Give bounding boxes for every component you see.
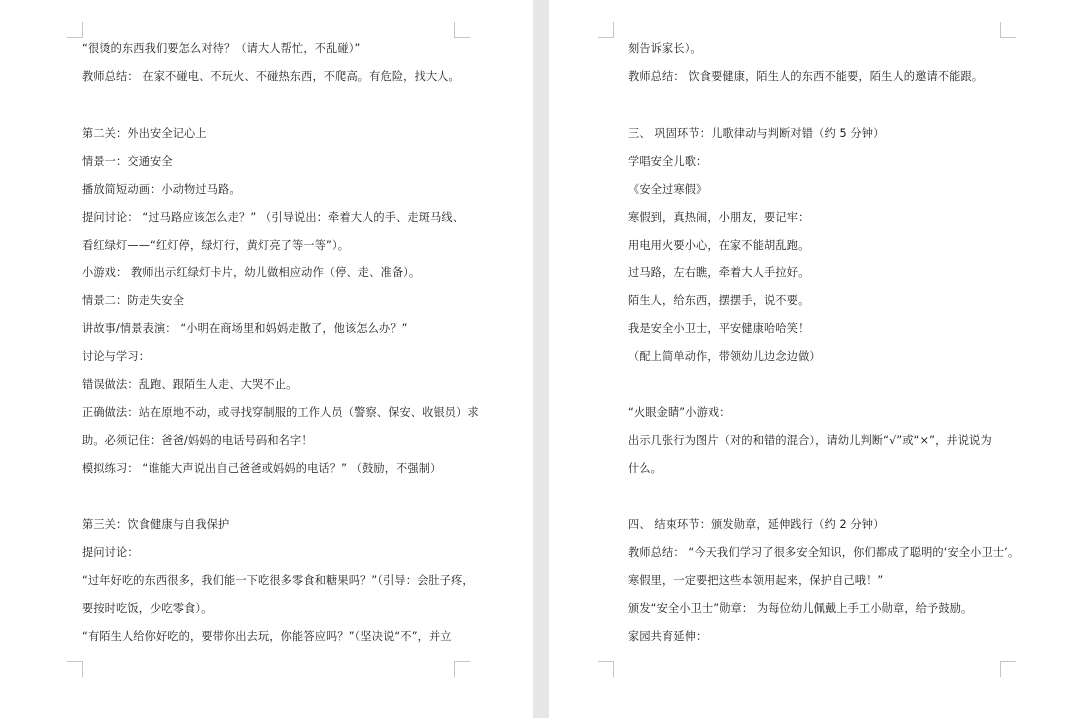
text-line: 正确做法：站在原地不动，或寻找穿制服的工作人员（警察、保安、收银员）求 bbox=[82, 406, 479, 419]
text-line: 学唱安全儿歌： bbox=[628, 155, 708, 168]
text-line: 播放简短动画：小动物过马路。 bbox=[82, 183, 241, 196]
corner-mark bbox=[454, 22, 470, 38]
text-line: 讨论与学习： bbox=[82, 350, 151, 363]
corner-mark bbox=[67, 661, 83, 677]
song-line: 过马路，左右瞧，牵着大人手拉好。 bbox=[628, 266, 810, 279]
text-line: 教师总结： 饮食要健康，陌生人的东西不能要，陌生人的邀请不能跟。 bbox=[628, 70, 984, 83]
text-line: 什么。 bbox=[628, 462, 663, 475]
corner-mark bbox=[1000, 661, 1016, 677]
text-line: 讲故事/情景表演： “小明在商场里和妈妈走散了，他该怎么办？” bbox=[82, 322, 408, 335]
document-page-left bbox=[0, 0, 533, 718]
corner-mark bbox=[1000, 22, 1016, 38]
text-line: 寒假里，一定要把这些本领用起来，保护自己哦！” bbox=[628, 574, 884, 587]
text-line: 提问讨论： bbox=[82, 546, 139, 559]
text-line: 助。必须记住：爸爸/妈妈的电话号码和名字！ bbox=[82, 434, 313, 447]
corner-mark bbox=[598, 22, 614, 38]
corner-mark bbox=[454, 661, 470, 677]
text-line: 提问讨论： “过马路应该怎么走？” （引导说出：牵着大人的手、走斑马线、 bbox=[82, 211, 465, 224]
text-line: 出示几张行为图片（对的和错的混合），请幼儿判断“√”或“×”，并说说为 bbox=[628, 434, 992, 447]
section-heading: 四、 结束环节：颁发勋章，延伸践行（约 2 分钟） bbox=[628, 518, 885, 531]
text-line: “火眼金睛”小游戏： bbox=[628, 406, 731, 419]
text-line: 情景二：防走失安全 bbox=[82, 294, 185, 307]
text-line: 颁发“安全小卫士”勋章： 为每位幼儿佩戴上手工小勋章，给予鼓励。 bbox=[628, 602, 973, 615]
song-line: 寒假到，真热闹，小朋友，要记牢： bbox=[628, 211, 810, 224]
document-page-right bbox=[549, 0, 1080, 718]
text-line: 模拟练习： “谁能大声说出自己爸爸或妈妈的电话？” （鼓励，不强制） bbox=[82, 462, 442, 475]
text-line: （配上简单动作，带领幼儿边念边做） bbox=[628, 350, 821, 363]
text-line: 教师总结： “今天我们学习了很多安全知识，你们都成了聪明的‘安全小卫士’。 bbox=[628, 546, 1020, 559]
song-line: 用电用火要小心，在家不能胡乱跑。 bbox=[628, 239, 810, 252]
text-line: 刻告诉家长）。 bbox=[628, 42, 702, 55]
text-line: 教师总结： 在家不碰电、不玩火、不碰热东西，不爬高。有危险，找大人。 bbox=[82, 70, 460, 83]
text-line: “过年好吃的东西很多，我们能一下吃很多零食和糖果吗？”（引导：会肚子疼， bbox=[82, 574, 474, 587]
text-line: 情景一：交通安全 bbox=[82, 155, 173, 168]
song-line: 我是安全小卫士，平安健康哈哈笑！ bbox=[628, 322, 810, 335]
corner-mark bbox=[598, 661, 614, 677]
text-line: “很烫的东西我们要怎么对待？（请大人帮忙，不乱碰）” bbox=[82, 42, 361, 55]
song-title: 《安全过寒假》 bbox=[628, 183, 708, 196]
section-heading: 三、 巩固环节：儿歌律动与判断对错（约 5 分钟） bbox=[628, 127, 885, 140]
section-heading: 第二关：外出安全记心上 bbox=[82, 127, 207, 140]
text-line: “有陌生人给你好吃的，要带你出去玩，你能答应吗？”（坚决说“不”，并立 bbox=[82, 630, 452, 643]
corner-mark bbox=[67, 22, 83, 38]
text-line: 看红绿灯——“红灯停，绿灯行，黄灯亮了等一等”）。 bbox=[82, 239, 350, 252]
text-line: 要按时吃饭，少吃零食）。 bbox=[82, 602, 213, 615]
section-heading: 第三关：饮食健康与自我保护 bbox=[82, 518, 230, 531]
song-line: 陌生人，给东西，摆摆手，说不要。 bbox=[628, 294, 810, 307]
text-line: 小游戏： 教师出示红绿灯卡片，幼儿做相应动作（停、走、准备）。 bbox=[82, 266, 421, 279]
text-line: 家园共育延伸： bbox=[628, 630, 708, 643]
text-line: 错误做法：乱跑、跟陌生人走、大哭不止。 bbox=[82, 378, 298, 391]
